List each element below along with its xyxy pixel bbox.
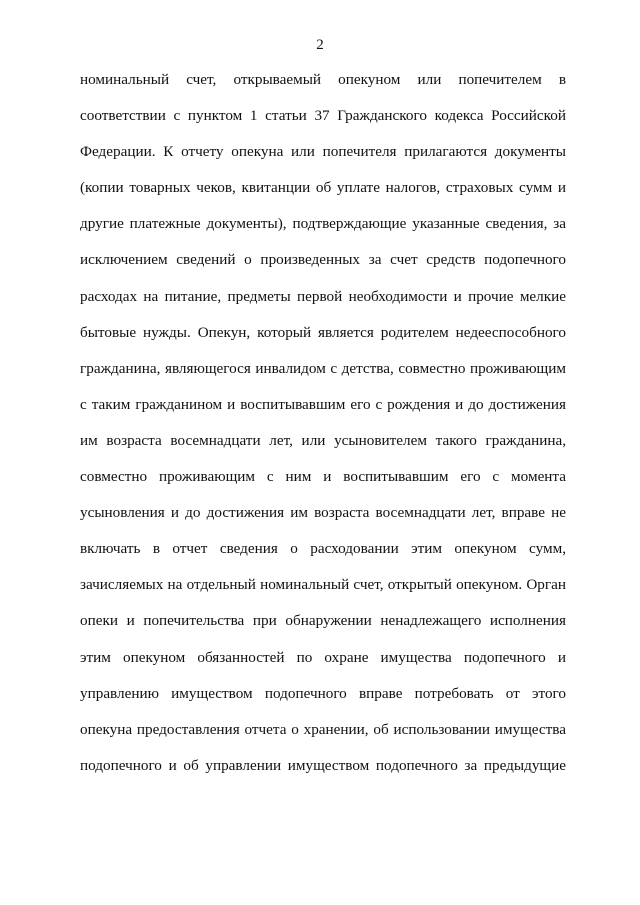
text-line: другие платежные документы), подтверждающие указанные сведения, за xyxy=(80,215,566,233)
text-line: управлению имуществом подопечного вправе потребовать от этого xyxy=(80,684,566,702)
text-line: гражданина, являющегося инвалидом с детства, совместно проживающим xyxy=(80,359,566,377)
text-line: (копии товарных чеков, квитанции об уплате налогов, страховых сумм и xyxy=(80,179,566,197)
text-line: опекуна предоставления отчета о хранении, об использовании имущества xyxy=(80,720,566,738)
text-line: совместно проживающим с ним и воспитывавшим его с момента xyxy=(80,468,566,486)
page-number: 2 xyxy=(316,37,324,53)
text-line: исключением сведений о произведенных за счет средств подопечного xyxy=(80,251,566,269)
text-line: с таким гражданином и воспитывавшим его с рождения и до достижения xyxy=(80,395,566,413)
text-line: зачисляемых на отдельный номинальный счет, открытый опекуном. Орган xyxy=(80,576,566,594)
body-text xyxy=(80,70,566,792)
text-line: этим опекуном обязанностей по охране имущества подопечного и xyxy=(80,648,566,666)
text-line: включать в отчет сведения о расходовании этим опекуном сумм, xyxy=(80,540,566,558)
text-line: подопечного и об управлении имуществом подопечного за предыдущие xyxy=(80,756,566,774)
text-line: усыновления и до достижения им возраста восемнадцати лет, вправе не xyxy=(80,504,566,522)
text-line: бытовые нужды. Опекун, который является родителем недееспособного xyxy=(80,323,566,341)
text-line: соответствии с пунктом 1 статьи 37 Гражданского кодекса Российской xyxy=(80,107,566,125)
text-line: Федерации. К отчету опекуна или попечителя прилагаются документы xyxy=(80,143,566,161)
text-line: расходах на питание, предметы первой необходимости и прочие мелкие xyxy=(80,287,566,305)
text-line: номинальный счет, открываемый опекуном или попечителем в xyxy=(80,71,566,88)
text-line: им возраста восемнадцати лет, или усыновителем такого гражданина, xyxy=(80,431,566,449)
text-line: опеки и попечительства при обнаружении ненадлежащего исполнения xyxy=(80,612,566,630)
